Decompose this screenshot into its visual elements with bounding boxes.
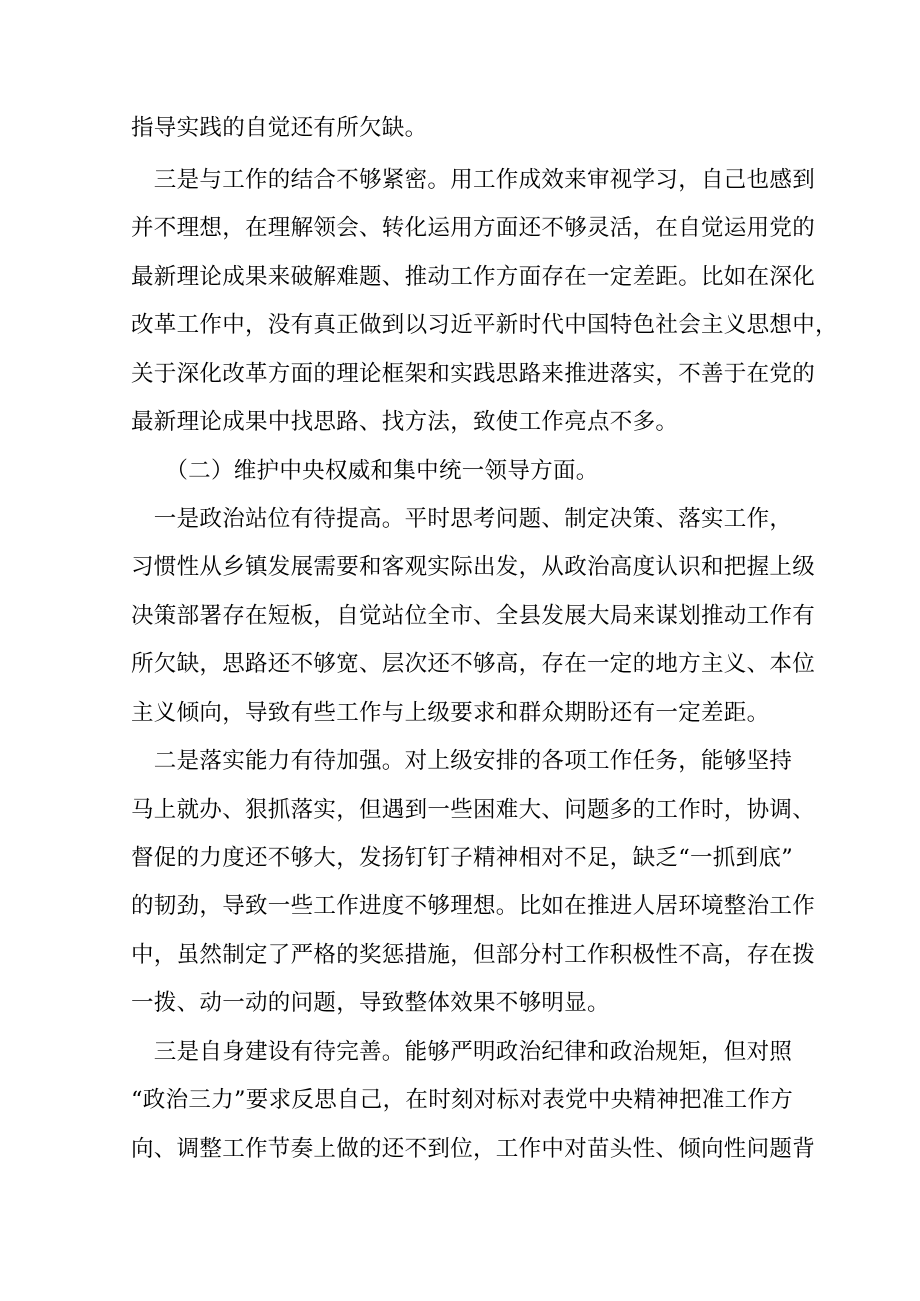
text-line: 习惯性从乡镇发展需要和客观实际出发，从政治高度认识和把握上级 bbox=[131, 554, 816, 580]
text-line: 向、调整工作节奏上做的还不到位，工作中对苗头性、倾向性问题背 bbox=[131, 1136, 816, 1162]
text-line: 中，虽然制定了严格的奖惩措施，但部分村工作积极性不高，存在拨 bbox=[131, 942, 816, 968]
text-line: 关于深化改革方面的理论框架和实践思路来推进落实，不善于在党的 bbox=[131, 361, 816, 387]
text-line: 决策部署存在短板，自觉站位全市、全县发展大局来谋划推动工作有 bbox=[131, 603, 816, 629]
text-line: 马上就办、狠抓落实，但遇到一些困难大、问题多的工作时，协调、 bbox=[131, 797, 816, 823]
text-line: 并不理想，在理解领会、转化运用方面还不够灵活，在自觉运用党的 bbox=[131, 215, 816, 241]
text-line: 的韧劲，导致一些工作进度不够理想。比如在推进人居环境整治工作 bbox=[131, 893, 816, 919]
text-line: 一拨、动一动的问题，导致整体效果不够明显。 bbox=[131, 990, 610, 1016]
text-line: 改革工作中，没有真正做到以习近平新时代中国特色社会主义思想中， bbox=[131, 312, 838, 338]
text-line: 三是自身建设有待完善。能够严明政治纪律和政治规矩，但对照 bbox=[131, 1039, 793, 1065]
text-line: 督促的力度还不够大，发扬钉钉子精神相对不足，缺乏“一抓到底” bbox=[131, 845, 794, 871]
text-line: 三是与工作的结合不够紧密。用工作成效来审视学习，自己也感到 bbox=[131, 167, 816, 193]
text-line: 主义倾向，导致有些工作与上级要求和群众期盼还有一定差距。 bbox=[131, 700, 770, 726]
text-line: “政治三力”要求反思自己，在时刻对标对表党中央精神把准工作方 bbox=[131, 1087, 794, 1113]
text-line: 最新理论成果来破解难题、推动工作方面存在一定差距。比如在深化 bbox=[131, 264, 816, 290]
text-line: 一是政治站位有待提高。平时思考问题、制定决策、落实工作， bbox=[131, 506, 793, 532]
text-line: 指导实践的自觉还有所欠缺。 bbox=[131, 115, 428, 141]
text-line: 二是落实能力有待加强。对上级安排的各项工作任务，能够坚持 bbox=[131, 748, 793, 774]
text-line: 最新理论成果中找思路、找方法，致使工作亮点不多。 bbox=[131, 409, 679, 435]
text-line: 所欠缺，思路还不够宽、层次还不够高，存在一定的地方主义、本位 bbox=[131, 651, 816, 677]
section-heading: （二）维护中央权威和集中统一领导方面。 bbox=[131, 458, 599, 484]
